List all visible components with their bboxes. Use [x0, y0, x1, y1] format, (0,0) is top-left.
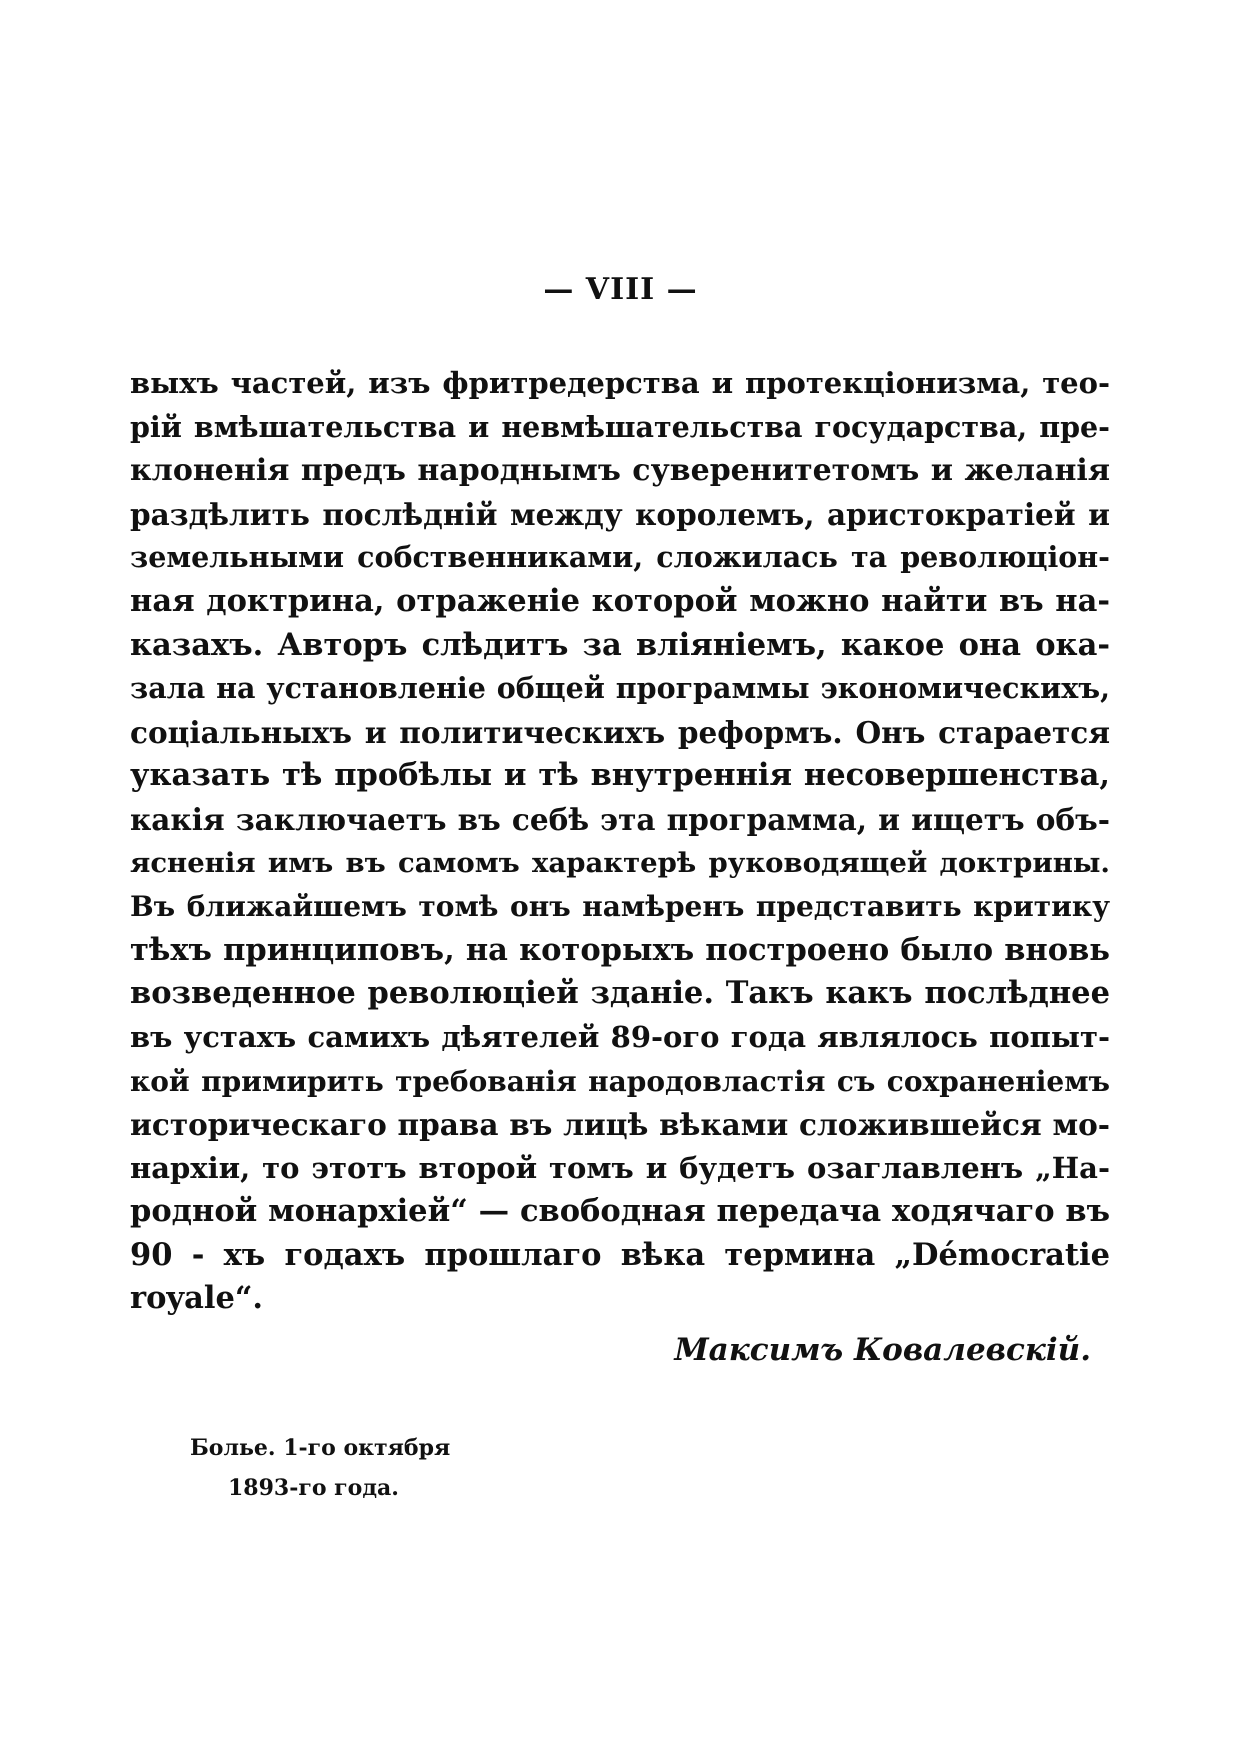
- text-line: родной монархіей“ — свободная передача ходячаго въ: [130, 1193, 1110, 1230]
- text-line: кой примирить требованія народовластія съ сохраненіемъ: [130, 1064, 1110, 1098]
- text-line: казахъ. Авторъ слѣдитъ за вліяніемъ, какое она ока-: [130, 626, 1110, 663]
- dateline-year: 1893-го года.: [228, 1475, 399, 1501]
- text-line: клоненія предъ народнымъ суверенитетомъ и желанія: [130, 453, 1110, 489]
- text-line: ная доктрина, отраженіе которой можно найти въ на-: [130, 582, 1110, 619]
- text-line: выхъ частей, изъ фритредерства и протекціонизма, тео-: [130, 366, 1110, 400]
- dateline: [190, 1428, 450, 1508]
- text-line: Въ ближайшемъ томѣ онъ намѣренъ представить критику: [130, 890, 1110, 924]
- text-line: указать тѣ пробѣлы и тѣ внутреннія несовершенства,: [130, 757, 1110, 794]
- text-line: какія заключаетъ въ себѣ эта программа, и ищетъ объ-: [130, 801, 1110, 837]
- text-line: 90 - хъ годахъ прошлаго вѣка термина „Démocratie: [130, 1236, 1110, 1273]
- author-signature: Максимъ Ковалевскій.: [674, 1332, 1091, 1368]
- text-line: royale“.: [130, 1280, 264, 1317]
- text-line: ясненія имъ въ самомъ характерѣ руководящей доктрины.: [130, 846, 1110, 879]
- text-line: соціальныхъ и политическихъ реформъ. Онъ старается: [130, 714, 1110, 750]
- text-line: рій вмѣшательства и невмѣшательства государства, пре-: [130, 409, 1110, 444]
- body-text: [130, 362, 1110, 1321]
- text-line: тѣхъ принциповъ, на которыхъ построено было вновь: [130, 931, 1110, 968]
- text-line: земельными собственниками, сложилась та революціон-: [130, 540, 1110, 575]
- page-number: — VIII —: [543, 272, 698, 307]
- text-line: возведенное революціей зданіе. Такъ какъ послѣднее: [130, 975, 1110, 1012]
- dateline-place-date: Болье. 1-го октября: [190, 1435, 451, 1461]
- text-line: раздѣлить послѣдній между королемъ, аристократіей и: [130, 496, 1110, 532]
- text-line: зала на установленіе общей программы экономическихъ,: [130, 671, 1110, 706]
- text-line: нархіи, то этотъ второй томъ и будетъ озаглавленъ „На-: [130, 1150, 1110, 1185]
- text-line: въ устахъ самихъ дѣятелей 89-ого года являлось попыт-: [130, 1019, 1110, 1054]
- text-line: историческаго права въ лицѣ вѣками сложившейся мо-: [130, 1107, 1110, 1143]
